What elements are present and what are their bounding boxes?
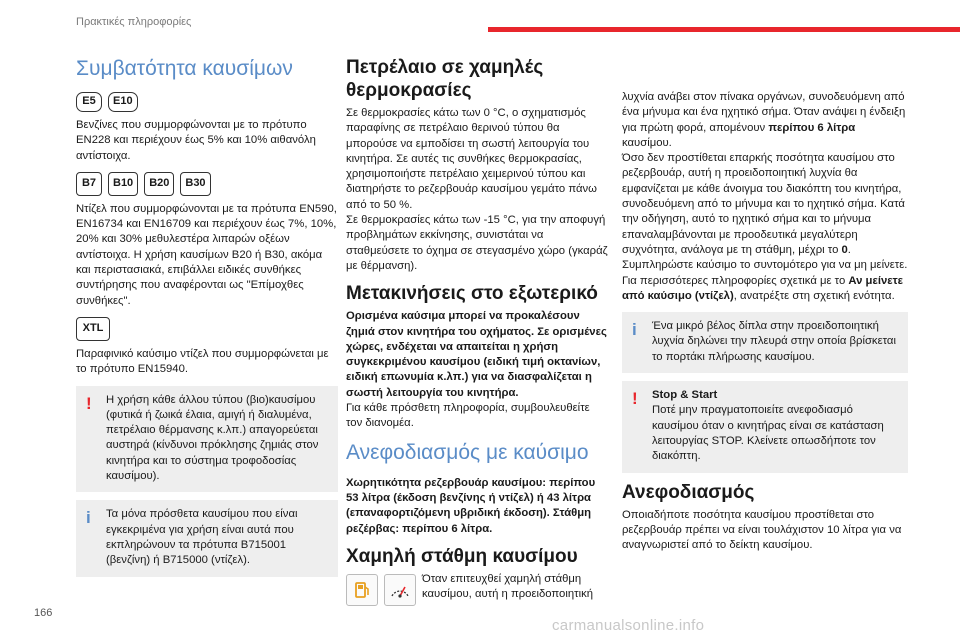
- run-out-reference: Για περισσότερες πληροφορίες σχετικά με το Αν μείνετε από καύσιμο (ντίζελ), ανατρέξτε στη σχετική ενότητα.: [622, 274, 904, 302]
- cold-title: Πετρέλαιο σε χαμηλές θερμοκρασίες: [346, 57, 544, 101]
- stop-start-box: [622, 381, 908, 472]
- abroad-warning: Ορισμένα καύσιμα μπορεί να προκαλέσουν ζημιά στον κινητήρα του οχήματος. Σε ορισμένες χώρες, ενδέχεται να απαιτείται η χρήση συγκεκριμένου καυσίμου (ειδική τιμή οκτανίων, ειδική επωνυμία κ.λπ.) για να διασφαλίζεται η σωστή λειτουργία του κινητήρα.: [346, 310, 607, 399]
- cold-paragraph-2: Σε θερμοκρασίες κάτω των -15 °C, για την αποφυγή προβλημάτων εκκίνησης, συνιστάται να σταθμεύσετε το όχημα σε στεγασμένο χώρο (γκαράζ με θέρμανση).: [346, 214, 608, 272]
- diesel-text: Ντίζελ που συμμορφώνονται με τα πρότυπα EN590, EN16734 και EN16709 και περιέχουν έως 7%, 10%, 20% και 30% μεθυλεστέρα λιπαρών οξέων αντίστοιχα. Η χρήση καυσίμων B20 ή B30, ακόμα και περιστασιακά, επιβάλλει ειδικές συνθήκες συντήρησης που αναφέρονται ως "Επίμοχθες συνθήκες".: [76, 202, 337, 307]
- petrol-badge-row: [76, 92, 338, 112]
- tank-capacity-text: Χωρητικότητα ρεζερβουάρ καυσίμου: περίπου 53 λίτρα (έκδοση βενζίνης ή ντίζελ) ή 43 λίτρα (επαναφορτιζόμενη υβριδική έκδοση). Στάθμη ρεζέρβας: περίπου 6 λίτρα.: [346, 476, 596, 535]
- info-box: [76, 500, 338, 576]
- column-2: [346, 56, 608, 606]
- low-level-icons: [346, 574, 416, 606]
- abroad-text: Για κάθε πρόσθετη πληροφορία, συμβουλευθείτε τον διανομέα.: [346, 402, 590, 430]
- fuel-pump-warning-icon: [346, 574, 378, 606]
- compatibility-title: Συμβατότητα καυσίμων: [76, 57, 293, 80]
- petrol-text: Βενζίνες που συμμορφώνονται με το πρότυπο EN228 και περιέχουν έως 5% και 10% αιθανόλη αντίστοιχα.: [76, 119, 316, 162]
- warning-exclamation-icon: !: [86, 393, 92, 413]
- refill-advice-text: Συμπληρώστε καύσιμο το συντομότερο για να μη μείνετε.: [622, 259, 908, 272]
- column-3: [622, 90, 908, 553]
- warning-exclamation-icon: !: [632, 389, 638, 409]
- fuel-badge-xtl: XTL: [76, 317, 110, 341]
- low-level-text: Όταν επιτευχθεί χαμηλή στάθμη καυσίμου, αυτή η προειδοποιητική: [422, 572, 594, 601]
- info-box-arrow: [622, 312, 908, 373]
- watermark: carmanualsonline.info: [552, 617, 705, 634]
- fuel-badge-b20: B20: [144, 172, 174, 196]
- refueling-text: Οποιαδήποτε ποσότητα καυσίμου προστίθεται στο ρεζερβουάρ πρέπει να είναι τουλάχιστον 10 λίτρα για να αναγνωριστεί από το δείκτη καυσίμου.: [622, 508, 902, 552]
- warning-repeat-text: Όσο δεν προστίθεται επαρκής ποσότητα καυσίμου στο ρεζερβουάρ, αυτή η προειδοποιητική λυχνία θα εμφανίζεται με κάθε άνοιγμα του διακόπτη του κινητήρα, συνοδευόμενη από το μήνυμα και το ηχητικό σήμα. Κατά την οδήγηση, αυτό το ηχητικό σήμα και το μήνυμα επαναλαμβάνονται με προοδευτικά μεγαλύτερη συχνότητα, ανάλογα με τη στάθμη, μέχρι το 0.: [622, 152, 905, 256]
- diesel-badge-row: [76, 172, 338, 196]
- section-header: Πρακτικές πληροφορίες: [76, 16, 192, 28]
- fuel-badge-e10: E10: [108, 92, 138, 112]
- page-number: 166: [34, 607, 53, 619]
- warning-box: [76, 386, 338, 493]
- low-level-continuation: λυχνία ανάβει στον πίνακα οργάνων, συνοδευόμενη από ένα μήνυμα και ένα ηχητικό σήμα. Όταν ανάψει η ένδειξη για πρώτη φορά, απομένουν περίπου 6 λίτρα καυσίμου.: [622, 91, 906, 149]
- warning-text: Η χρήση κάθε άλλου τύπου (βιο)καυσίμου (φυτικά ή ζωικά έλαια, αμιγή ή διαλυμένα, πετρέλαιο θέρμανσης κ.λπ.) απαγορεύεται αυστηρά (κίνδυνοι πρόκλησης ζημιάς στον κινητήρα και το σύστημα τροφοδοσίας καυσίμου).: [106, 393, 319, 483]
- xtl-text: Παραφινικό καύσιμο ντίζελ που συμμορφώνεται με το πρότυπο EN15940.: [76, 347, 329, 376]
- info-icon: i: [632, 320, 637, 340]
- fuel-badge-b7: B7: [76, 172, 102, 196]
- fuel-badge-b10: B10: [108, 172, 138, 196]
- cold-paragraph-1: Σε θερμοκρασίες κάτω των 0 °C, ο σχηματισμός παραφίνης σε πετρέλαιο θερινού τύπου θα μπορούσε να εμποδίσει τη σωστή λειτουργία του κινητήρα. Σε αυτές τις συνθήκες θερμοκρασίας, χρησιμοποιήστε πετρέλαιο χειμερινού τύπου και διατηρήστε το ρεζερβουάρ καυσίμου γεμάτο πάνω από το 50 %.: [346, 107, 597, 211]
- refueling-title: Ανεφοδιασμός: [622, 481, 755, 503]
- abroad-title: Μετακινήσεις στο εξωτερικό: [346, 283, 598, 305]
- info-icon: i: [86, 508, 91, 528]
- info-text: Τα μόνα πρόσθετα καυσίμου που είναι εγκεκριμένα για χρήση είναι αυτά που εκπληρώνουν τα πρότυπα B715001 (βενζίνη) ή B715000 (ντίζελ).: [106, 508, 298, 567]
- info-arrow-text: Ένα μικρό βέλος δίπλα στην προειδοποιητική λυχνία δηλώνει την πλευρά στην οποία βρίσκεται το πορτάκι πλήρωσης καυσίμου.: [652, 320, 896, 363]
- section-accent-bar: [488, 27, 960, 32]
- fuel-gauge-icon: [384, 574, 416, 606]
- fuel-badge-b30: B30: [180, 172, 210, 196]
- refuel-section-title: Ανεφοδιασμός με καύσιμο: [346, 440, 589, 464]
- xtl-badge-row: [76, 317, 338, 341]
- low-level-title: Χαμηλή στάθμη καυσίμου: [346, 545, 578, 567]
- fuel-badge-e5: E5: [76, 92, 102, 112]
- column-1: [76, 56, 338, 577]
- stop-start-text: Ποτέ μην πραγματοποιείτε ανεφοδιασμό καυσίμου όταν ο κινητήρας είναι σε κατάσταση λειτουργίας STOP. Κλείνετε οπωσδήποτε τον διακόπτη.: [652, 404, 884, 463]
- stop-start-title: Stop & Start: [652, 389, 718, 402]
